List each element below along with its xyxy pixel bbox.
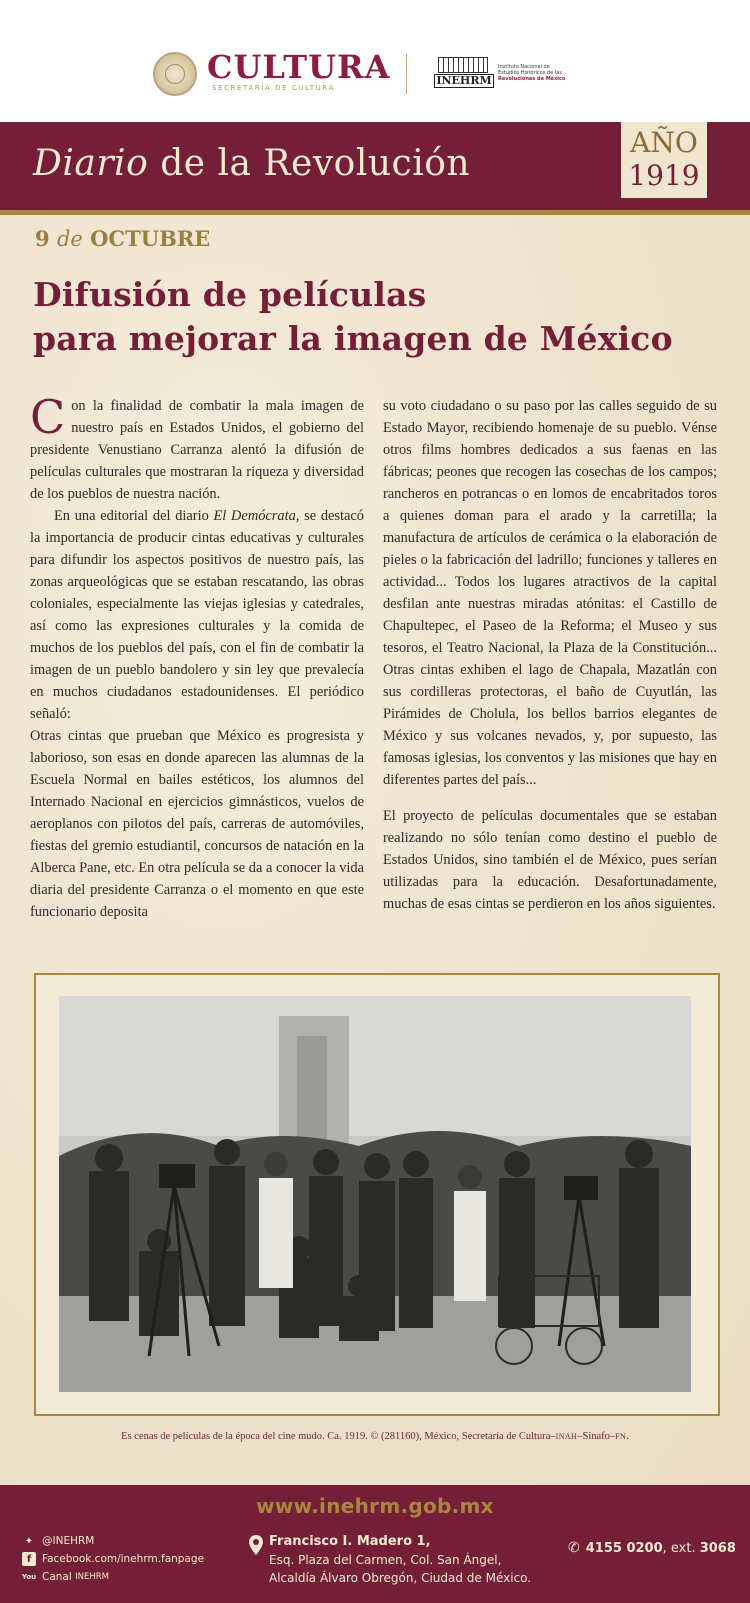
website-link[interactable]: www.inehrm.gob.mx [256,1494,494,1518]
mexico-seal-icon [153,52,197,96]
block-quote-part1: Otras cintas que prueban que México es progresista y laborioso, son esas en donde aparecen las alumnas de la Escuela Normal en bailes estéticos, los alumnos del Internado Nacional en ejercicios gimnásticos, vuelos de aeroplanos con pilotos del país, carreras de automóviles, fiestas del gremio estudiantil, concursos de natación en la Alberca Pane, etc. En otra película se da a conocer la vida diaria del presidente Carranza o el momento en que este funcionario deposita [30,728,364,920]
year-label: AÑO [630,126,698,159]
drop-cap: C [30,390,66,444]
social-links [22,1532,204,1586]
year-badge [621,122,707,198]
block-quote-part2: su voto ciudadano o su paso por las calles seguido de su Estado Mayor, recibiendo homenaje de su pueblo. Vénse otros films hombres dedicados a sus faenas en las fábricas; peones que recogen las cosechas de los campos; rancheros en potrancas o en lomos de encabritados toros a quienes doman para el arado y la carretilla; la manufactura de artículos de cerámica o la elaboración de pieles o la fabricación del ladrillo; funciones y talleres en actividad... Todos los lugares atractivos de la capital desfilan ante nuestras miradas atónitas: el Castillo de Chapultepec, el Paseo de la Reforma; el Museo y sus tesoros, el Teatro Nacional, la Plaza de la Constitución... Otras cintas exhiben el lago de Chapala, Mazatlán con sus cordilleras protectoras, el baño de Cuyutlán, las Pirámides de Cholula, los bellos barrios elegantes de México y sus volcanes nevados, y, por supuesto, las famosas iglesias, los conventos y las misiones que hay en diferentes partes del país... [383,398,717,788]
youtube-link[interactable]: You Canal INEHRM [21,1571,109,1583]
inehrm-logo [434,57,494,89]
cultura-logo-subtitle: SECRETARÍA DE CULTURA [212,84,335,92]
facebook-link[interactable]: f Facebook.com/inehrm.fanpage [22,1550,204,1568]
article-headline: Difusión de películas para mejorar la imagen de México [33,275,673,358]
inehrm-logo-word: INEHRM [434,74,494,88]
paragraph-editorial: En una editorial del diario El Demócrata, se destacó la importancia de producir cintas educativas y culturales para difundir los aspectos positivos de nuestro país, las zonas arqueológicas que se estaban rescatando, las obras coloniales, especialmente las viejas iglesias y catedrales, así como las expresiones culturales y la comida de muchos de los pueblos del país, con el fin de combatir la imagen de un pueblo bandolero y sin ley que prevalecía en muchos ciudadanos estadounidenses. El periódico señaló: [30,508,364,722]
twitter-icon: ✦ [24,1535,34,1547]
twitter-link[interactable]: ✦ @INEHRM [22,1532,204,1550]
building-icon [438,57,488,73]
facebook-icon: f [22,1552,36,1566]
inehrm-logo-text: Instituto Nacional de Estudios Históricos de las Revoluciones de México [498,64,566,82]
historic-film-crew-photo [59,996,691,1392]
address-block: Francisco I. Madero 1, Esq. Plaza del Carmen, Col. San Ángel, Alcaldía Álvaro Obregón, Ciudad de México. [269,1534,532,1585]
phone-icon: ✆ [568,1540,580,1556]
paragraph-intro: Con la finalidad de combatir la mala imagen de nuestro país en Estados Unidos, el gobierno del presidente Venustiano Carranza alentó la difusión de películas culturales que mostraran la riqueza y diversidad de los pueblos de nuestra nación. [30,390,364,502]
phone-contact[interactable]: ✆ 4155 0200, ext. 3068 [568,1540,736,1556]
photo-caption: Es cenas de películas de la época del cine mudo. Ca. 1919. © (281160), México, Secretaría de Cultura–INAH–Sinafo–FN. [121,1431,629,1442]
top-logo-band [0,0,750,122]
youtube-icon: You [21,1573,37,1581]
logo-divider [406,54,407,94]
article-column-right [383,395,717,915]
year-value: 1919 [628,159,700,192]
paragraph-conclusion: El proyecto de películas documentales que se estaban realizando no sólo tenían como destino el pueblo de Estados Unidos, sino también el de México, pues serían utilizadas para la educación. Desafortunadamente, muchas de esas cintas se perdieron en los años siguientes. [383,808,717,912]
article-date: 9 de OCTUBRE [35,226,211,251]
cultura-logo-word: CULTURA [207,48,391,86]
article-column-left [30,390,364,923]
publication-title: Diario de la Revolución [33,143,471,184]
